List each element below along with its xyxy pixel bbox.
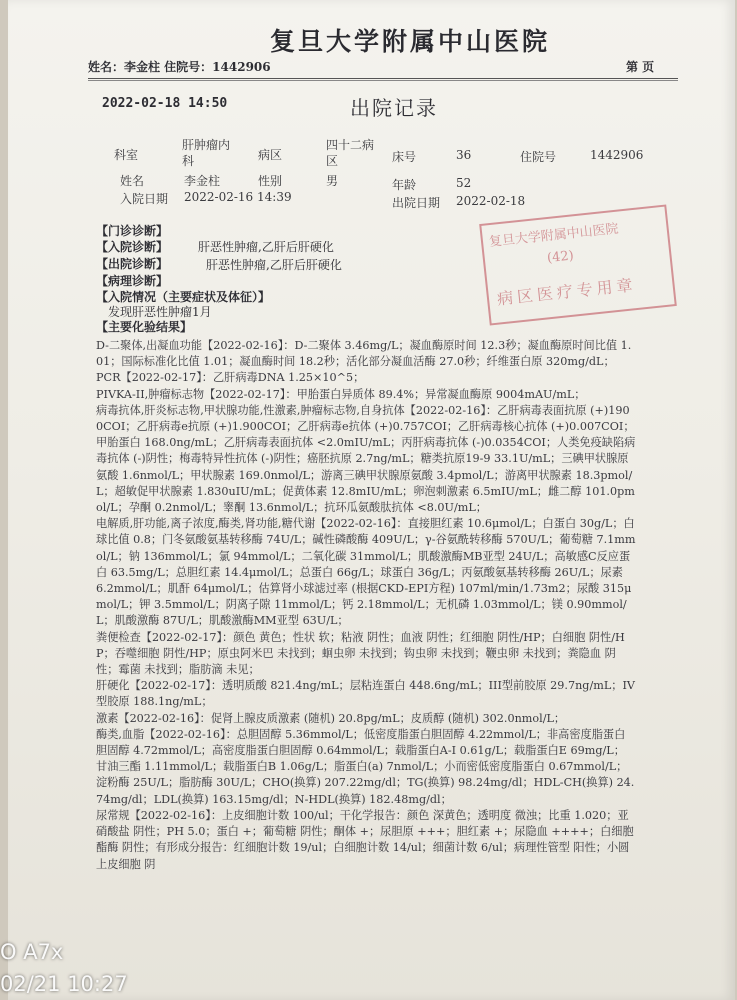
admission-status-text: 发现肝恶性肿瘤1月 (108, 305, 212, 319)
admit-diagnosis-text: 肝恶性肿瘤,乙肝后肝硬化 (198, 240, 334, 254)
camera-watermark-brand: O A7x (0, 940, 64, 964)
patient-header-line: 姓名：李金柱 住院号：1442906 (88, 60, 271, 74)
header-rule (88, 78, 678, 79)
dept-value-1: 肝肿瘤内 (182, 138, 231, 152)
bed-label: 床号 (392, 150, 417, 164)
admit-date-value: 2022-02-16 14:39 (184, 190, 292, 204)
admission-number-value: 1442906 (590, 148, 644, 162)
ward-value-2: 区 (326, 154, 339, 168)
camera-watermark-datetime: 02/21 10:27 (0, 972, 128, 996)
discharge-date-value: 2022-02-18 (456, 194, 526, 208)
lab-paragraph-pivka: PIVKA-II,肿瘤标志物【2022-02-17】：甲胎蛋白异质体 89.4%；异常凝血酶原 9004mAU/mL； (96, 387, 586, 401)
hospital-title: 复旦大学附属中山医院 (270, 27, 551, 56)
ward-value-1: 四十二病 (326, 138, 375, 152)
pathology-heading: 【病理诊断】 (96, 274, 169, 288)
ward-label: 病区 (258, 148, 283, 162)
page-number-label: 第 页 (626, 60, 655, 74)
stamp-line-1: 复旦大学附属中山医院 (488, 221, 620, 251)
discharge-diagnosis-heading: 【出院诊断】 (96, 257, 169, 271)
lab-paragraph-biochemistry: 电解质,肝功能,离子浓度,酶类,肾功能,糖代谢【2022-02-16】：直接胆红素 10.6μmol/L；白蛋白 30g/L；白球比值 0.8；门冬氨酸氨基转移酶 74U/L；碱性磷酸酶 409U/L；γ-谷氨酰转移酶 570U/L；葡萄糖 7.1mmol/L；钠 136mmol/L；氯 94mmol/L；二氧化碳 31mmol/L；肌酸激酶MB亚型 24U/L；高敏感C反应蛋白 63.5mg/L；总胆红素 14.4μmol/L；总蛋白 66g/L；球蛋白 36g/L；丙氨酸氨基转移酶 26U/L；尿素 6.2mmol/L；肌酐 64μmol/L；估算肾小球滤过率 (根据CKD-EPI方程) 107ml/min/1.73m2；尿酸 315μmol/L；钾 3.5mmol/L；阴离子隙 11mmol/L；钙 2.18mmol/L；无机磷 1.03mmol/L；镁 0.90mmol/L；肌酸激酶 87U/L；肌酸激酶MM亚型 63U/L； (96, 517, 636, 628)
bed-value: 36 (456, 148, 472, 162)
discharge-date-label: 出院日期 (392, 196, 441, 210)
name-value: 李金柱 (184, 174, 221, 188)
stamp-line-2: (42) (546, 248, 575, 267)
admit-date-label: 入院日期 (120, 192, 169, 206)
lab-paragraph-stool: 粪便检查【2022-02-17】：颜色 黄色；性状 软；粘液 阴性；血液 阴性；红细胞 阴性/HP；白细胞 阴性/HP；吞噬细胞 阴性/HP；原虫阿米巴 未找到；蛔虫卵 未找到；钩虫卵 未找到；鞭虫卵 未找到；粪隐血 阴性；霉菌 未找到；脂肪滴 未见； (96, 630, 625, 677)
lab-results-body (96, 338, 636, 873)
age-label: 年龄 (392, 178, 417, 192)
stamp-line-3: 病区医疗专用章 (496, 275, 638, 309)
clinic-diagnosis-heading: 【门诊诊断】 (96, 224, 169, 238)
lab-results-heading: 【主要化验结果】 (96, 320, 193, 334)
admission-status-heading: 【入院情况（主要症状及体征）】 (96, 290, 271, 304)
document-title: 出院记录 (350, 96, 438, 120)
ward-seal-stamp (479, 204, 677, 325)
dept-value-2: 科 (182, 154, 195, 168)
header-rule-2 (88, 80, 678, 81)
lab-paragraph-hormones: 激素【2022-02-16】：促肾上腺皮质激素 (随机) 20.8pg/mL；皮质醇 (随机) 302.0nmol/L； (96, 711, 566, 725)
discharge-diagnosis-text: 肝恶性肿瘤,乙肝后肝硬化 (206, 258, 342, 272)
name-label: 姓名 (120, 174, 145, 188)
lab-paragraph-pcr: PCR【2022-02-17】：乙肝病毒DNA 1.25×10^5； (96, 371, 365, 385)
lab-paragraph-lipids: 酶类,血脂【2022-02-16】：总胆固醇 5.36mmol/L；低密度脂蛋白胆固醇 4.22mmol/L；非高密度脂蛋白胆固醇 4.72mmol/L；高密度脂蛋白胆固醇 0.64mmol/L；载脂蛋白A-I 0.61g/L；载脂蛋白E 69mg/L；甘油三酯 1.11mmol/L；载脂蛋白B 1.06g/L；脂蛋白(a) 7nmol/L；小而密低密度脂蛋白 0.67mmol/L；淀粉酶 25U/L；脂肪酶 30U/L；CHO(换算) 207.22mg/dl；TG(换算) 98.24mg/dl；HDL-CH(换算) 24.74mg/dl；LDL(换算) 163.15mg/dl；N-HDL(换算) 182.48mg/dl； (96, 727, 635, 806)
print-timestamp: 2022-02-18 14:50 (102, 96, 228, 111)
lab-paragraph-antibodies: 病毒抗体,肝炎标志物,甲状腺功能,性激素,肿瘤标志物,自身抗体【2022-02-16】：乙肝病毒表面抗原 (+)1900COI；乙肝病毒e抗原 (+)1.900COI；乙肝病毒e抗体 (+)0.757COI；乙肝病毒核心抗体 (+)0.007COI；甲胎蛋白 168.0ng/mL；乙肝病毒表面抗体 <2.0mIU/mL；丙肝病毒抗体 (-)0.0354COI；人类免疫缺陷病毒抗体 (-)阴性；梅毒特异性抗体 (-)阴性；癌胚抗原 2.7ng/mL；糖类抗原19-9 33.1U/mL；三碘甲状腺原氨酸 1.6nmol/L；甲状腺素 169.0nmol/L；游离三碘甲状腺原氨酸 3.4pmol/L；游离甲状腺素 18.3pmol/L；超敏促甲状腺素 1.830uIU/mL；促黄体素 12.8mIU/mL；卵泡刺激素 6.5mIU/mL；雌二醇 101.0pmol/L；孕酮 0.2nmol/L；睾酮 13.6nmol/L；抗环瓜氨酸肽抗体 <8.0U/mL； (96, 403, 636, 515)
sex-value: 男 (326, 174, 339, 188)
admit-diagnosis-heading: 【入院诊断】 (96, 240, 169, 254)
lab-paragraph-cirrhosis: 肝硬化【2022-02-17】：透明质酸 821.4ng/mL；层粘连蛋白 448.6ng/mL；III型前胶原 29.7ng/mL；IV型胶原 188.1ng/mL； (96, 679, 635, 709)
record-sheet (8, 0, 735, 1000)
sex-label: 性别 (258, 174, 283, 188)
age-value: 52 (456, 176, 472, 190)
lab-paragraph-urine: 尿常规【2022-02-16】：上皮细胞计数 100/ul；干化学报告：颜色 深黄色；透明度 微浊；比重 1.020；亚硝酸盐 阴性；PH 5.0；蛋白 +；葡萄糖 阴性；酮体 +；尿胆原 +++；胆红素 +；尿隐血 ++++；白细胞酯酶 阴性；有形成分报告：红细胞计数 19/ul；白细胞计数 14/ul；细菌计数 6/ul；病理性管型 阳性；小圆上皮细胞 阴 (96, 808, 634, 871)
dept-label: 科室 (114, 148, 139, 162)
admission-number-label: 住院号 (520, 150, 557, 164)
lab-paragraph-coagulation: D-二聚体,出凝血功能【2022-02-16】：D-二聚体 3.46mg/L；凝血酶原时间 12.3秒；凝血酶原时间比值 1.01；国际标准化比值 1.01；凝血酶时间 18.2秒；活化部分凝血活酶 27.0秒；纤维蛋白原 320mg/dL； (96, 339, 632, 369)
